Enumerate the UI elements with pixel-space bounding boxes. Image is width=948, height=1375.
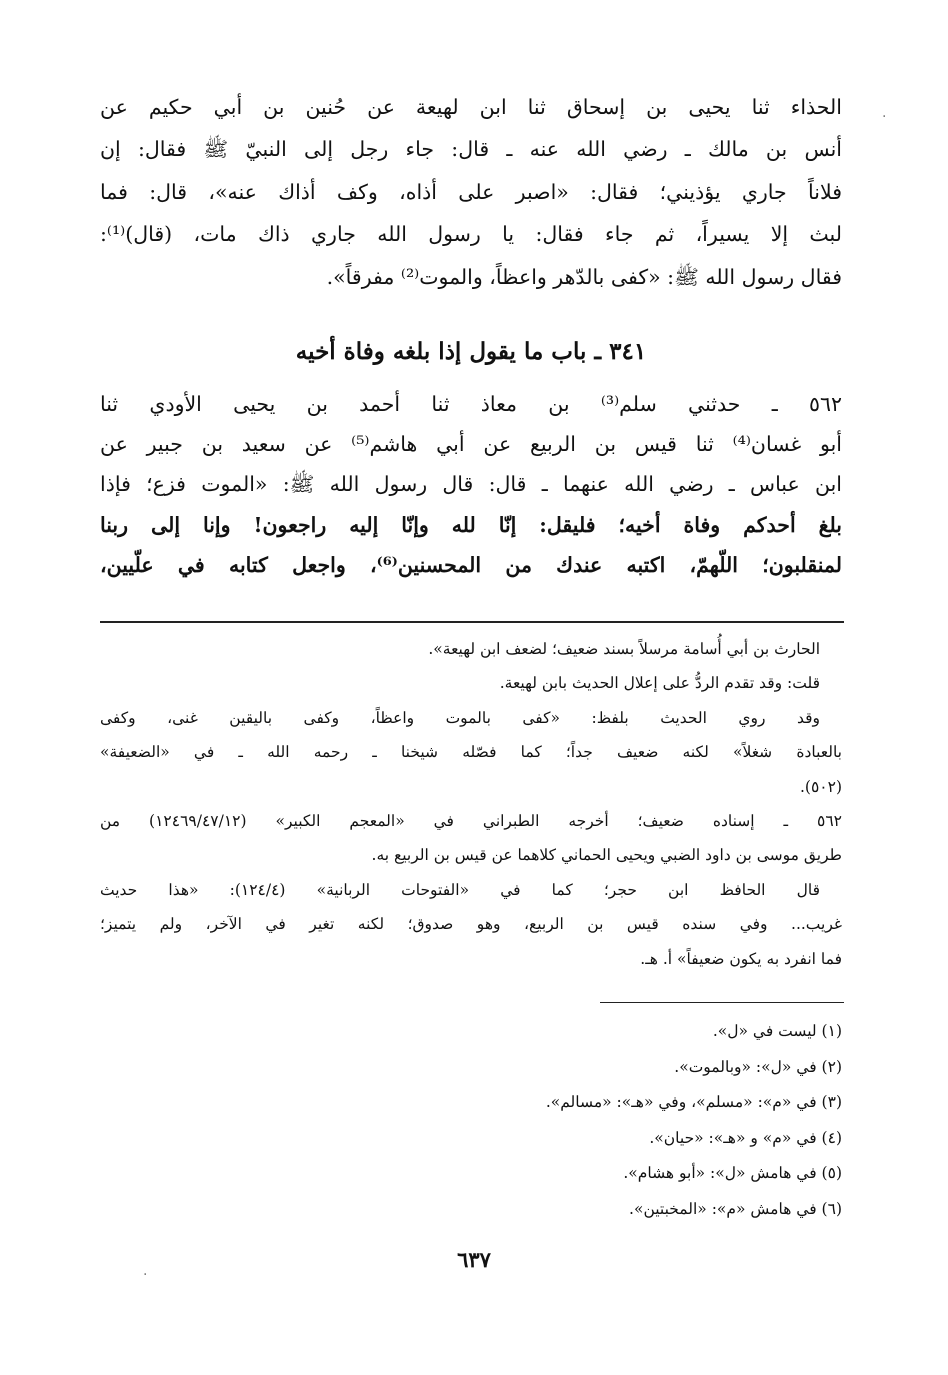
commentary-line: الحارث بن أبي أُسامة مرسلاً بسند ضعيف؛ لضعف ابن لهيعة». — [428, 640, 820, 658]
scan-dot: · — [143, 1267, 148, 1283]
footnote-item: (٥) في هامش «ل»: «أبو هشام». — [623, 1164, 842, 1183]
hadith-line: ٥٦٢ ـ حدثني سلم⁽³⁾ بن معاذ ثنا أحمد بن يحيى الأودي ثنا — [100, 392, 843, 416]
hadith-line: بلغ أحدكم وفاة أخيه؛ فليقل: إنّا لله وإنّا إليه راجعون! وإنا إلى ربنا — [100, 512, 842, 537]
footnote-item: (٣) في «م»: «مسلم»، وفي «هـ»: «مسالم». — [545, 1093, 842, 1112]
footnote-item: (٤) في «م» و «هـ»: «حيان». — [649, 1128, 842, 1147]
commentary-line: وقد روي الحديث بلفظ: «كفى بالموت واعظاً، وكفى باليقين غنى، وكفى — [100, 708, 820, 727]
main-line: أنس بن مالك ـ رضي الله عنه ـ قال: جاء رجل إلى النبيّ ﷺ فقال: إن — [100, 137, 842, 162]
hadith-paragraph — [100, 384, 842, 585]
commentary-line: بالعبادة شغلاً» لكنه ضعيف جداً؛ كما فصّله شيخنا ـ رحمه الله ـ في «الضعيفة» — [100, 743, 842, 762]
footnote-item: (١) ليست في «ل». — [712, 1022, 842, 1040]
chapter-heading: ٣٤١ ـ باب ما يقول إذا بلغه وفاة أخيه — [295, 338, 647, 365]
commentary-line: فما انفرد به يكون ضعيفاً» أ. هـ. — [640, 949, 842, 968]
page-number: ٦٣٧ — [457, 1247, 491, 1272]
footnotes-divider — [600, 1002, 844, 1003]
footnote-item: (٢) في «ل»: «وبالموت». — [674, 1057, 842, 1076]
main-line: لبث إلا يسيراً، ثم جاء فقال: يا رسول الله جاري ذاك مات، (قال)⁽¹⁾: — [100, 222, 842, 247]
commentary-line: (٥٠٢). — [799, 777, 842, 796]
main-line: فقال رسول الله ﷺ: «كفى بالدّهر واعظاً، والموت⁽²⁾ مفرقاً». — [326, 264, 842, 289]
commentary-line: طريق موسى بن داود الضبي ويحيى الحماني كلاهما عن قيس بن الربيع به. — [371, 846, 842, 865]
main-paragraph — [100, 86, 842, 298]
commentary-line: قلت: وقد تقدم الردُّ على إعلال الحديث بابن لهيعة. — [499, 674, 820, 693]
scan-dot: · — [882, 109, 887, 125]
main-line: الحذاء ثنا يحيى بن إسحاق ثنا ابن لهيعة عن حُنين بن أبي حكيم عن — [100, 95, 842, 119]
hadith-line: ابن عباس ـ رضي الله عنهما ـ قال: قال رسول الله ﷺ: «الموت فزع؛ فإذا — [100, 472, 842, 497]
hadith-line: أبو غسان⁽⁴⁾ ثنا قيس بن الربيع عن أبي هاشم⁽⁵⁾ عن سعيد بن جبير عن — [100, 432, 842, 457]
commentary-line: ٥٦٢ ـ إسناده ضعيف؛ أخرجه الطبراني في «المعجم الكبير» (١٢٤٦٩/٤٧/١٢) من — [100, 811, 842, 830]
main-line: فلاناً جاري يؤذيني؛ فقال: «اصبر على أذاه، وكف أذاك عنه»، قال: فما — [100, 179, 842, 204]
hadith-line: لمنقلبون؛ اللّهمّ، اكتبه عندك من المحسنين⁽⁶⁾، واجعل كتابه في علّيين، — [100, 552, 842, 577]
footnotes-list — [242, 1014, 842, 1228]
commentary-line: غريب... وفي سنده قيس بن الربيع، وهو صدوق؛ لكنه تغير في الآخر، ولم يتميز؛ — [100, 915, 842, 934]
commentary-divider — [100, 621, 844, 623]
commentary-line: قال الحافظ ابن حجر؛ كما في «الفتوحات الربانية» (١٢٤/٤): «هذا حديث — [100, 880, 820, 899]
footnote-item: (٦) في هامش «م»: «المخبتين». — [629, 1199, 842, 1218]
commentary-section — [100, 632, 842, 976]
